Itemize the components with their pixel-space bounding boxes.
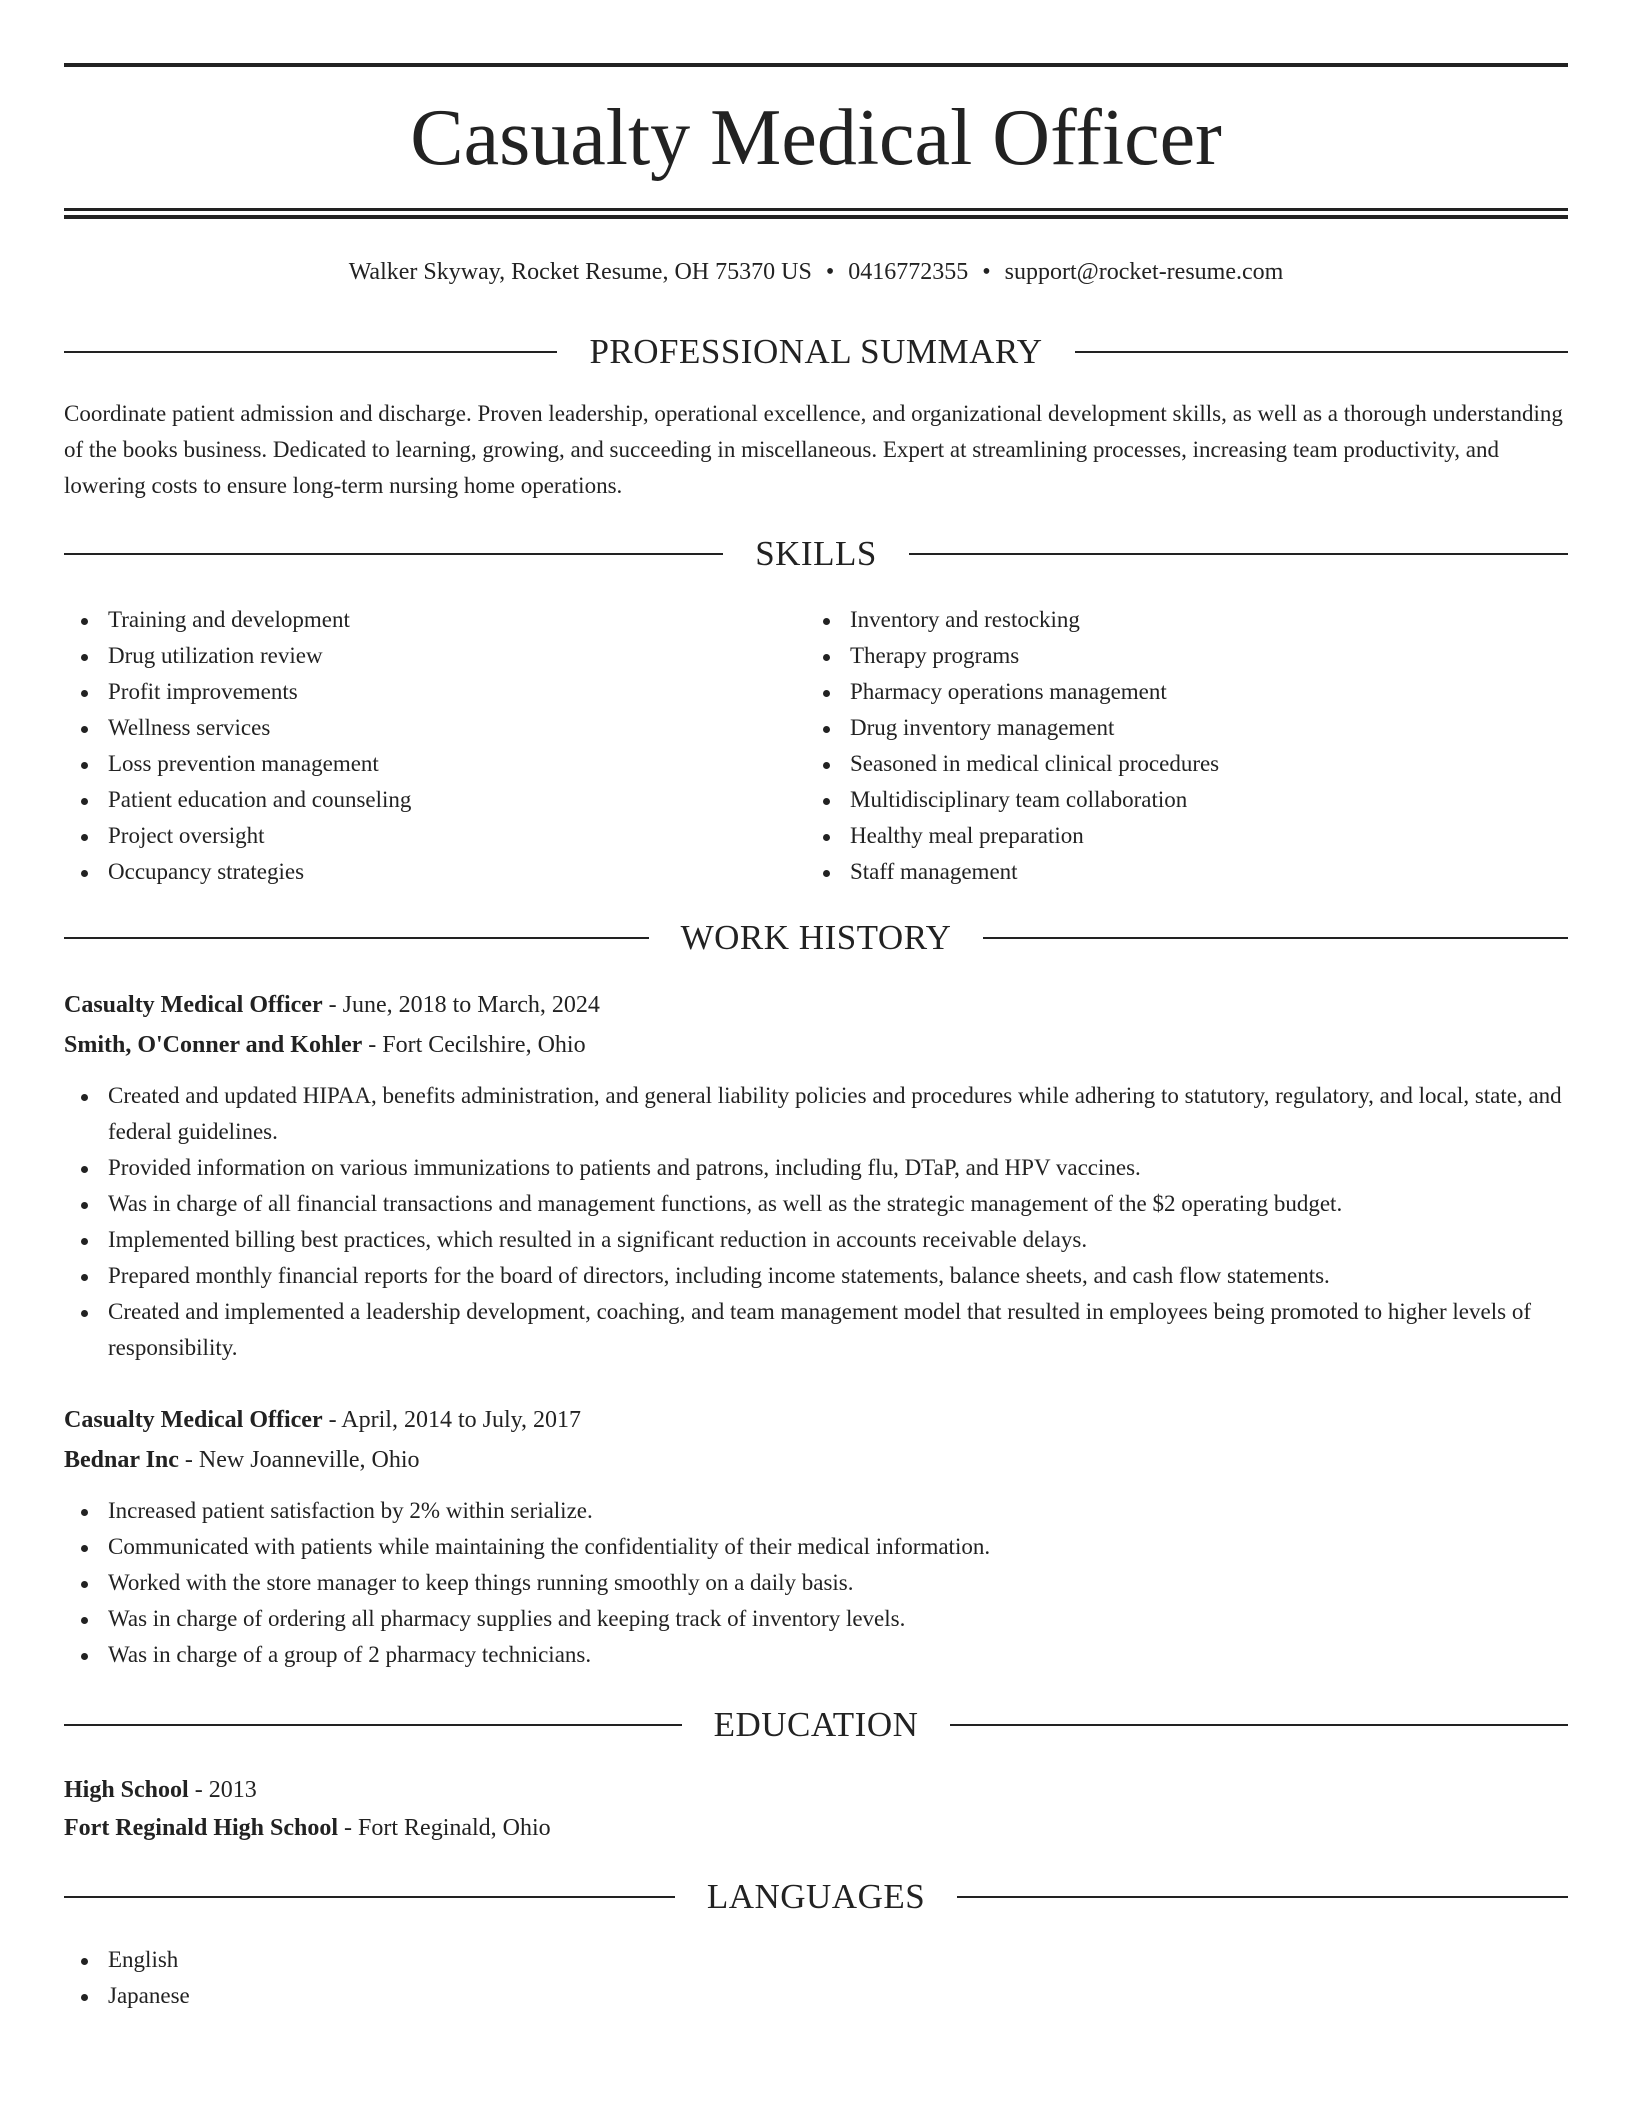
school-name: Fort Reginald High School [64, 1815, 339, 1841]
skill-item: Patient education and counseling [64, 782, 804, 818]
school-location: - Fort Reginald, Ohio [338, 1815, 551, 1841]
degree: High School [64, 1777, 189, 1803]
skill-item: Occupancy strategies [64, 854, 804, 890]
job-title-line [64, 985, 1568, 1025]
education-degree-line [64, 1770, 1568, 1810]
job-employer-line [64, 1025, 1568, 1065]
skill-item: Pharmacy operations management [806, 674, 1568, 710]
heading-rule [64, 937, 649, 939]
skill-item: Wellness services [64, 710, 804, 746]
duty-item: Created and implemented a leadership development, coaching, and team management model that resulted in employees being promoted to higher levels of responsibility. [64, 1294, 1568, 1366]
top-rule [64, 63, 1568, 67]
heading-rule [64, 1724, 682, 1726]
job-title-line [64, 1400, 1568, 1440]
title-rule-upper [64, 208, 1568, 211]
job-title: Casualty Medical Officer [64, 992, 323, 1018]
page-title: Casualty Medical Officer [410, 94, 1222, 182]
job-employer-line [64, 1440, 1568, 1480]
skill-item: Drug inventory management [806, 710, 1568, 746]
heading-rule [950, 1724, 1568, 1726]
skills-list-right [806, 602, 1568, 890]
job-duties-list [64, 1078, 1568, 1366]
duty-item: Prepared monthly financial reports for the board of directors, including income statements, balance sheets, and cash flow statements. [64, 1258, 1568, 1294]
employer-name: Smith, O'Conner and Kohler [64, 1032, 363, 1058]
section-heading-education [64, 1703, 1568, 1747]
language-item: English [64, 1942, 804, 1978]
title-rule-lower [64, 215, 1568, 219]
skill-item: Healthy meal preparation [806, 818, 1568, 854]
duty-item: Was in charge of a group of 2 pharmacy technicians. [64, 1637, 1568, 1673]
skills-list-left [64, 602, 804, 890]
section-heading-skills [64, 532, 1568, 576]
contact-address: Walker Skyway, Rocket Resume, OH 75370 US [348, 259, 812, 285]
language-item: Japanese [64, 1978, 804, 2014]
duty-item: Communicated with patients while maintaining the confidentiality of their medical information. [64, 1529, 1568, 1565]
heading-rule [909, 553, 1568, 555]
heading-rule [983, 937, 1568, 939]
graduation-year: - 2013 [188, 1777, 257, 1803]
section-title: WORK HISTORY [680, 918, 952, 957]
heading-rule [64, 1896, 675, 1898]
duty-item: Was in charge of all financial transactions and management functions, as well as the strategic management of the $2 operating budget. [64, 1186, 1568, 1222]
employer-name: Bednar Inc [64, 1447, 179, 1473]
skill-item: Profit improvements [64, 674, 804, 710]
skill-item: Project oversight [64, 818, 804, 854]
heading-rule [64, 553, 723, 555]
bullet-separator: • [982, 259, 991, 285]
job-title: Casualty Medical Officer [64, 1407, 323, 1433]
skill-item: Drug utilization review [64, 638, 804, 674]
contact-email[interactable]: support@rocket-resume.com [1004, 259, 1284, 285]
duty-item: Created and updated HIPAA, benefits administration, and general liability policies and procedures while adhering to statutory, regulatory, and local, state, and federal guidelines. [64, 1078, 1568, 1150]
employer-location: - New Joanneville, Ohio [178, 1447, 420, 1473]
languages-list [64, 1942, 804, 2014]
section-heading-work [64, 916, 1568, 960]
job-dates: - June, 2018 to March, 2024 [322, 992, 600, 1018]
duty-item: Was in charge of ordering all pharmacy supplies and keeping track of inventory levels. [64, 1601, 1568, 1637]
contact-info [64, 254, 1568, 290]
skill-item: Training and development [64, 602, 804, 638]
heading-rule [957, 1896, 1568, 1898]
education-school-line [64, 1808, 1568, 1848]
job-duties-list [64, 1493, 1568, 1673]
contact-phone: 0416772355 [848, 259, 969, 285]
skill-item: Loss prevention management [64, 746, 804, 782]
section-heading-summary [64, 330, 1568, 374]
section-title: PROFESSIONAL SUMMARY [589, 332, 1043, 371]
job-dates: - April, 2014 to July, 2017 [322, 1407, 582, 1433]
duty-item: Increased patient satisfaction by 2% within serialize. [64, 1493, 1568, 1529]
skill-item: Seasoned in medical clinical procedures [806, 746, 1568, 782]
skill-item: Staff management [806, 854, 1568, 890]
summary-text: Coordinate patient admission and discharge. Proven leadership, operational excellence, and organizational development skills, as well as a thorough understanding of the books business. Dedicated to learning, growing, and succeeding in miscellaneous. Expert at streamlining processes, increasing team productivity, and lowering costs to ensure long-term nursing home operations. [64, 401, 1563, 498]
section-title: EDUCATION [713, 1705, 919, 1744]
section-heading-languages [64, 1875, 1568, 1919]
duty-item: Implemented billing best practices, which resulted in a significant reduction in accounts receivable delays. [64, 1222, 1568, 1258]
heading-rule [1075, 351, 1568, 353]
employer-location: - Fort Cecilshire, Ohio [362, 1032, 586, 1058]
bullet-separator: • [825, 259, 835, 285]
skill-item: Multidisciplinary team collaboration [806, 782, 1568, 818]
section-title: SKILLS [755, 534, 877, 573]
heading-rule [64, 351, 557, 353]
skill-item: Inventory and restocking [806, 602, 1568, 638]
skill-item: Therapy programs [806, 638, 1568, 674]
section-title: LANGUAGES [706, 1877, 926, 1916]
duty-item: Provided information on various immunizations to patients and patrons, including flu, DTaP, and HPV vaccines. [64, 1150, 1568, 1186]
duty-item: Worked with the store manager to keep things running smoothly on a daily basis. [64, 1565, 1568, 1601]
